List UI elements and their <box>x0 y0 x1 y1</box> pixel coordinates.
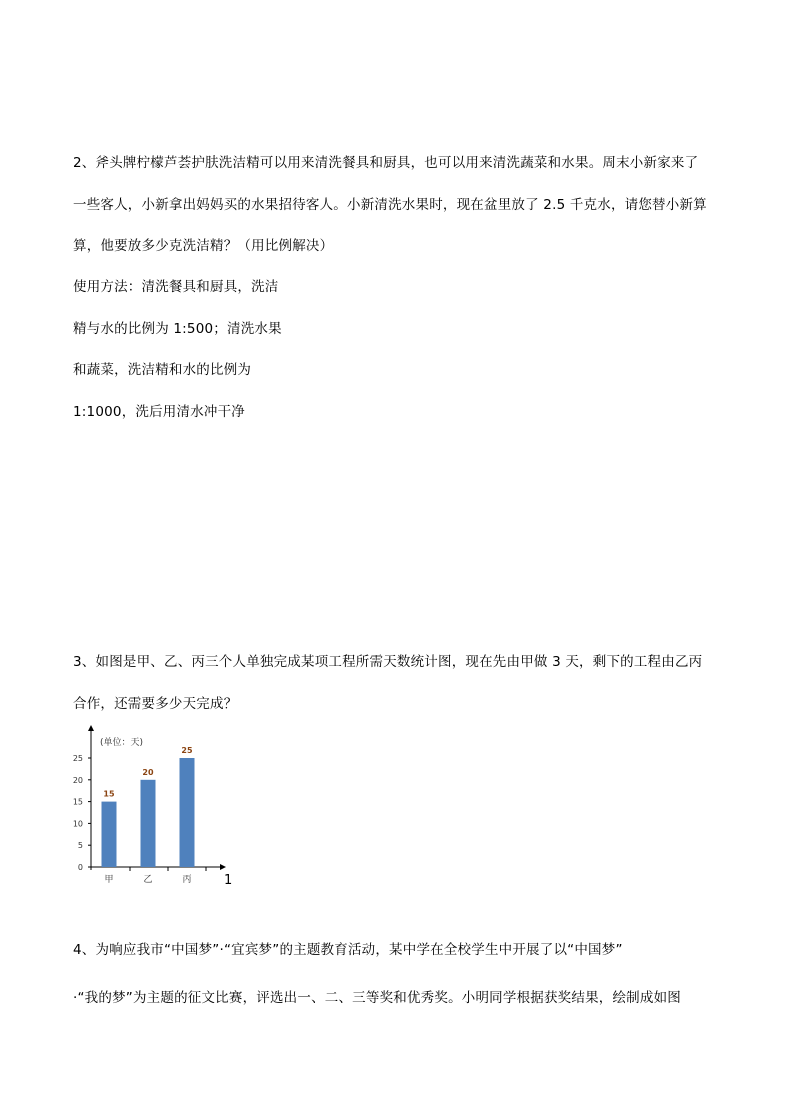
y-tick-label: 0 <box>77 863 83 872</box>
q2-line: 精与水的比例为 1:500；清洗水果 <box>73 321 282 337</box>
q3-line: 3、如图是甲、乙、丙三个人单独完成某项工程所需天数统计图，现在先由甲做 3 天，剩下的工程由乙丙 <box>73 654 703 670</box>
q2-line: 使用方法：清洗餐具和厨具，洗洁 <box>73 279 279 295</box>
x-tick-label: 丙 <box>182 875 192 885</box>
x-tick-label: 甲 <box>104 875 114 885</box>
q2-line: 和蔬菜，洗洁精和水的比例为 <box>73 362 252 378</box>
chart-extra-label: 1 <box>224 873 233 888</box>
bar <box>102 802 117 867</box>
chart-title: (单位：天) <box>100 738 144 748</box>
q2-line: 一些客人，小新拿出妈妈买的水果招待客人。小新清洗水果时，现在盆里放了 2.5 千克水，请您替小新算 <box>73 197 707 213</box>
data-label: 15 <box>103 789 115 799</box>
q4-line: 4、为响应我市“中国梦”·“宜宾梦”的主题教育活动，某中学在全校学生中开展了以“中国梦” <box>73 942 623 958</box>
bar <box>180 758 195 867</box>
x-axis-arrow <box>220 864 226 870</box>
y-tick-label: 20 <box>72 775 83 785</box>
q3-line: 合作，还需要多少天完成？ <box>73 696 238 712</box>
q2-line: 2、斧头牌柠檬芦荟护肤洗洁精可以用来清洗餐具和厨具，也可以用来清洗蔬菜和水果。周末小新家来了 <box>73 155 699 171</box>
q2-line: 1:1000，洗后用清水冲干净 <box>73 404 245 420</box>
y-tick-label: 10 <box>72 819 83 829</box>
y-axis-arrow <box>88 725 94 731</box>
y-tick-label: 15 <box>72 797 83 807</box>
data-label: 20 <box>142 767 154 777</box>
y-tick-label: 25 <box>72 754 83 763</box>
x-tick-label: 乙 <box>143 875 153 885</box>
q2-line: 算，他要放多少克洗洁精？（用比例解决） <box>73 238 334 254</box>
y-tick-label: 5 <box>77 841 83 851</box>
data-label: 25 <box>181 746 193 755</box>
q4-line: ·“我的梦”为主题的征文比赛，评选出一、二、三等奖和优秀奖。小明同学根据获奖结果，绘制成如图 <box>73 990 681 1006</box>
bar <box>141 780 156 867</box>
